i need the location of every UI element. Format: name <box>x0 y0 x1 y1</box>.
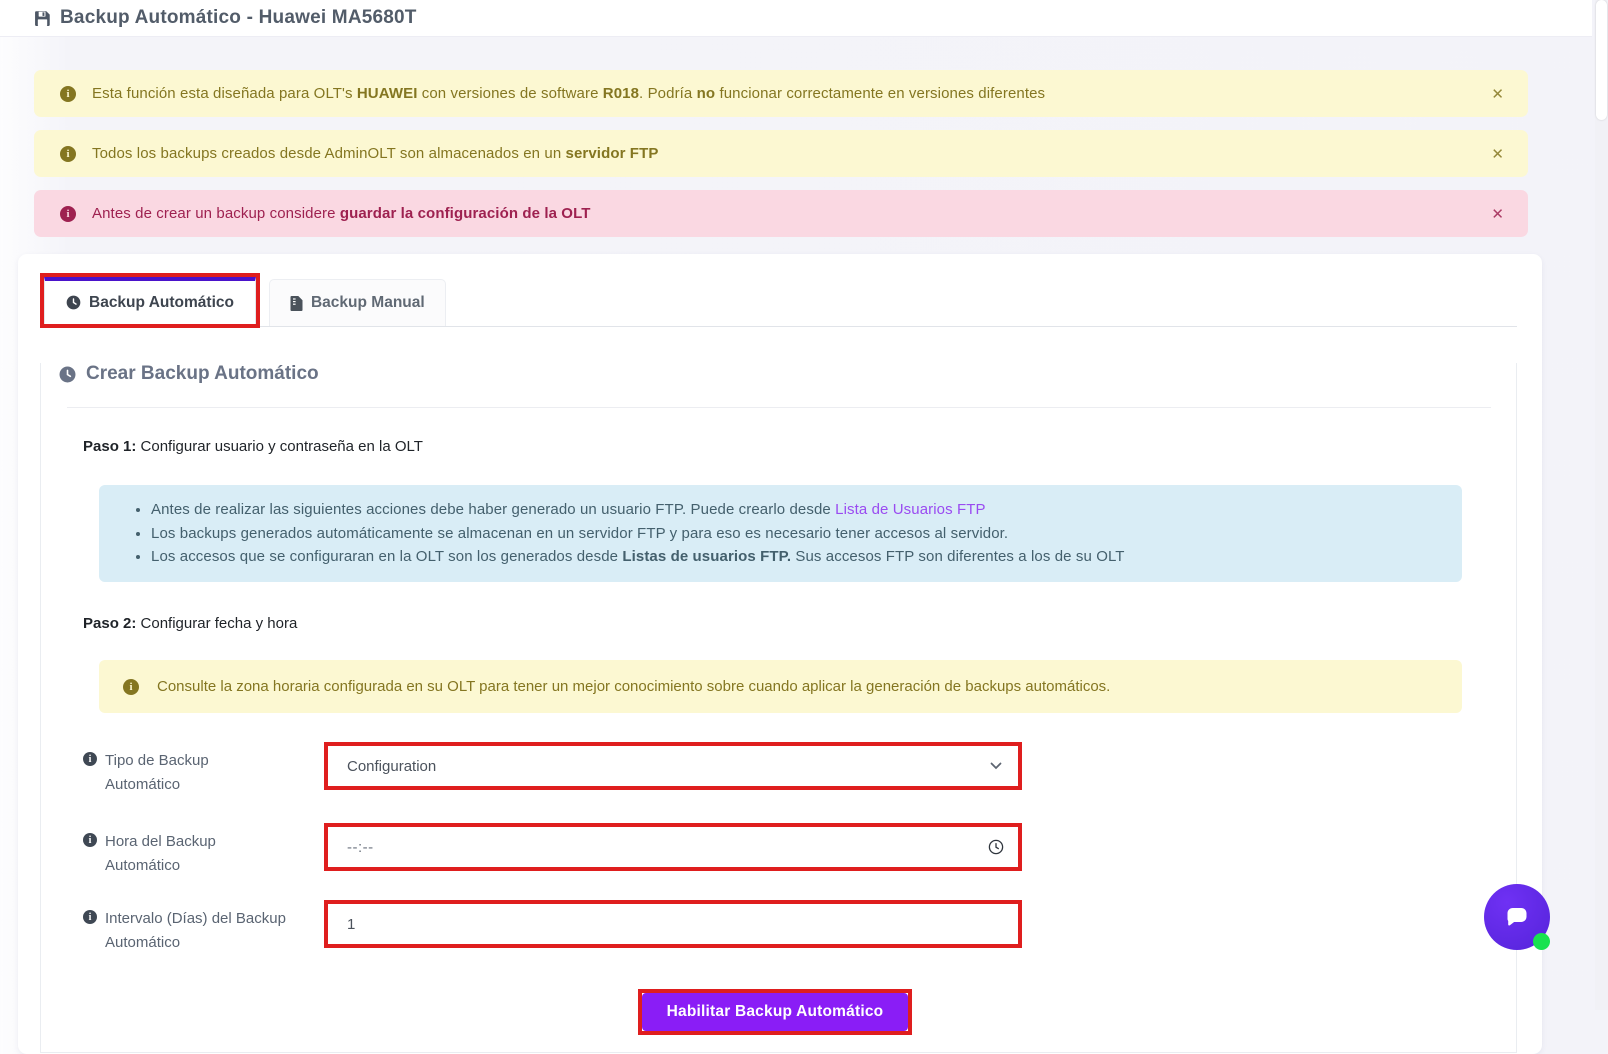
alert-text: Esta función esta diseñada para OLT's HUAWEI con versiones de software R018. Podría no funcionar correctamente en versiones diferentes <box>92 85 1046 102</box>
step-1-text: Paso 1: Configurar usuario y contraseña en la OLT <box>83 438 423 455</box>
tab-content-panel <box>40 363 1517 1053</box>
info-icon <box>60 206 76 222</box>
section-title: Crear Backup Automático <box>86 363 319 384</box>
backup-time-input[interactable] <box>328 827 1018 867</box>
enable-auto-backup-button[interactable]: Habilitar Backup Automático <box>642 993 909 1031</box>
backup-type-select[interactable] <box>328 746 1018 786</box>
section-heading <box>59 363 1516 385</box>
alerts-container <box>34 70 1528 237</box>
timezone-note <box>99 660 1462 713</box>
backup-interval-input[interactable] <box>328 904 1018 944</box>
backup-type-label <box>83 742 324 797</box>
alert-text: Antes de crear un backup considere guardar la configuración de la OLT <box>92 205 591 222</box>
step-2-text: Paso 2: Configurar fecha y hora <box>83 615 298 633</box>
chat-widget-button[interactable] <box>1484 884 1550 950</box>
tab-backup-automatico[interactable] <box>44 277 256 324</box>
file-icon <box>290 296 303 311</box>
page-header <box>0 0 1592 37</box>
alert-close-icon[interactable]: ✕ <box>1487 145 1508 163</box>
online-status-dot <box>1533 933 1550 950</box>
time-picker-clock-icon[interactable] <box>986 837 1006 857</box>
list-item: • Los backups generados automáticamente se almacenan en un servidor FTP y para eso es necesario tener accesos al servidor. <box>151 522 1432 546</box>
info-icon <box>60 146 76 162</box>
alert-ftp-storage <box>34 130 1528 177</box>
clock-icon <box>66 295 81 310</box>
alert-software-version <box>34 70 1528 117</box>
annotation-highlight-button <box>638 989 913 1035</box>
label-text: Tipo de Backup Automático <box>105 752 209 794</box>
button-row <box>59 989 1491 1035</box>
backup-time-row <box>83 823 1516 878</box>
annotation-highlight-interval <box>324 900 1022 948</box>
alert-close-icon[interactable]: ✕ <box>1487 85 1508 103</box>
annotation-highlight-time <box>324 823 1022 871</box>
scrollbar[interactable] <box>1595 0 1608 1010</box>
info-icon <box>123 679 139 695</box>
lista-usuarios-ftp-link[interactable]: Lista de Usuarios FTP <box>835 501 986 518</box>
chat-bubble-icon <box>1501 902 1533 932</box>
clock-icon <box>59 366 76 383</box>
label-text: Hora del Backup Automático <box>105 833 216 875</box>
alert-close-icon[interactable]: ✕ <box>1487 205 1508 223</box>
ftp-info-box <box>99 485 1462 582</box>
scrollbar-thumb[interactable] <box>1596 0 1607 120</box>
backup-type-row <box>83 742 1516 797</box>
annotation-highlight-tab <box>40 273 260 328</box>
timezone-note-text: Consulte la zona horaria configurada en su OLT para tener un mejor conocimiento sobre cuando aplicar la generación de backups automáticos. <box>157 678 1111 696</box>
save-icon <box>34 10 51 27</box>
list-item: • Los accesos que se configuraran en la OLT son los generados desde Listas de usuarios FTP. Sus accesos FTP son diferentes a los de su OLT <box>151 545 1432 569</box>
page-title: Backup Automático - Huawei MA5680T <box>60 7 417 28</box>
info-icon <box>60 86 76 102</box>
backup-interval-label <box>83 900 324 955</box>
divider <box>67 407 1491 408</box>
tab-backup-manual[interactable] <box>269 279 446 326</box>
info-icon <box>83 910 97 924</box>
tab-label: Backup Manual <box>310 294 425 311</box>
backup-interval-row <box>83 900 1516 955</box>
info-icon <box>83 752 97 766</box>
alert-text: Todos los backups creados desde AdminOLT son almacenados en un servidor FTP <box>92 145 659 162</box>
annotation-highlight-select <box>324 742 1022 790</box>
info-icon <box>83 833 97 847</box>
backup-card <box>18 254 1542 1054</box>
alert-save-config <box>34 190 1528 237</box>
label-text: Intervalo (Días) del Backup Automático <box>105 910 286 952</box>
list-item: • Antes de realizar las siguientes acciones debe haber generado un usuario FTP. Puede crearlo desde Lista de Usuarios FTP <box>151 498 1432 522</box>
backup-time-label <box>83 823 324 878</box>
tab-label: Backup Automático <box>89 293 234 311</box>
tab-bar <box>40 273 1517 327</box>
